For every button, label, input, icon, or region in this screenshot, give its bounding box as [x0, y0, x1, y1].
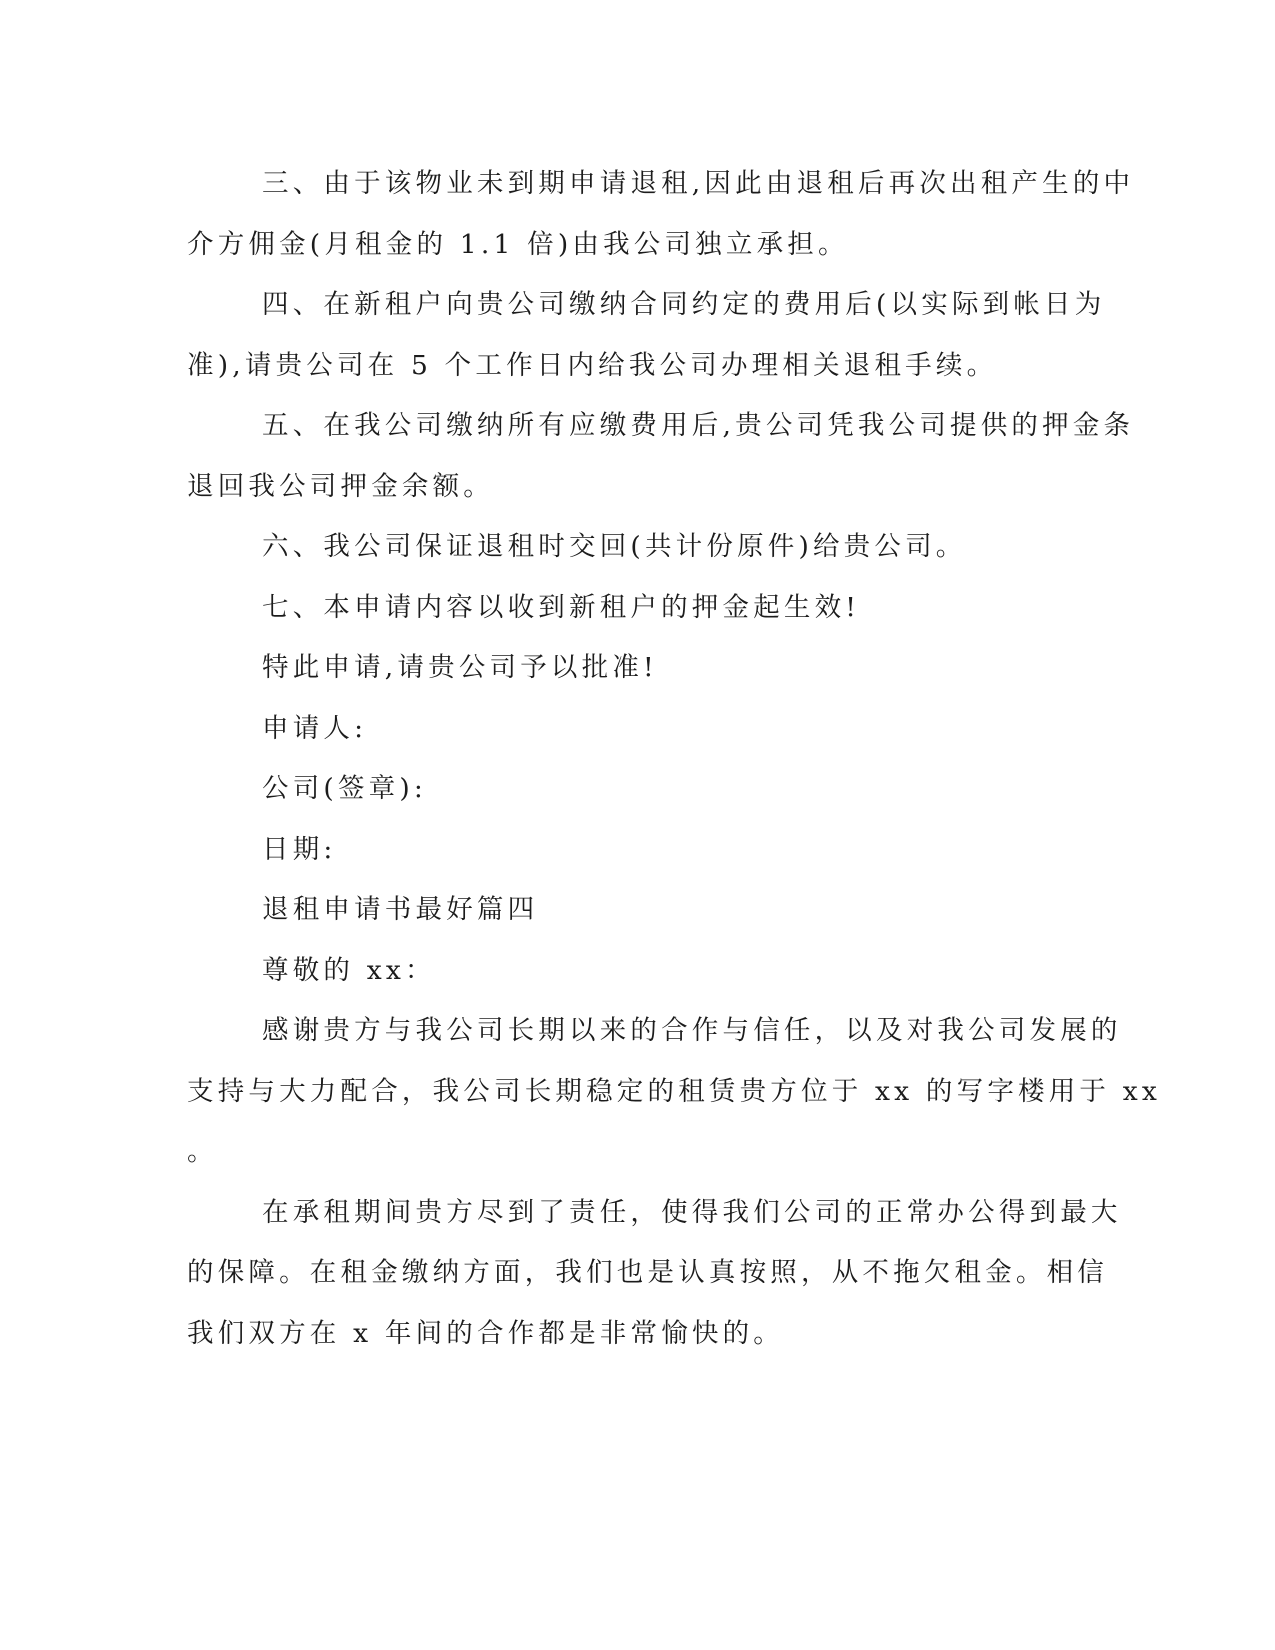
paragraph-line: 感谢贵方与我公司长期以来的合作与信任，以及对我公司发展的 [262, 1015, 1122, 1046]
date-label: 日期: [262, 833, 337, 865]
paragraph-line: 支持与大力配合，我公司长期稳定的租赁贵方位于 xx 的写字楼用于 xx [187, 1075, 1162, 1107]
paragraph-line: 在承租期间贵方尽到了责任，使得我们公司的正常办公得到最大 [262, 1196, 1122, 1228]
paragraph-line: 五、在我公司缴纳所有应缴费用后,贵公司凭我公司提供的押金条 [262, 410, 1135, 441]
section-heading: 退租申请书最好篇四 [262, 894, 539, 925]
paragraph-line: 介方佣金(月租金的 1.1 倍)由我公司独立承担。 [187, 228, 849, 260]
paragraph-line: 七、本申请内容以收到新租户的押金起生效! [262, 591, 861, 623]
document-body [187, 154, 1162, 1364]
paragraph-line: 四、在新租户向贵公司缴纳合同约定的费用后(以实际到帐日为 [262, 289, 1106, 320]
closing-line: 特此申请,请贵公司予以批准! [262, 652, 658, 683]
salutation: 尊敬的 xx： [262, 954, 436, 986]
paragraph-line: 。 [187, 1136, 218, 1167]
paragraph-line: 三、由于该物业未到期申请退租,因此由退租后再次出租产生的中 [262, 168, 1135, 199]
paragraph-line: 我们双方在 x 年间的合作都是非常愉快的。 [187, 1317, 784, 1349]
company-seal-label: 公司(签章): [262, 773, 428, 804]
applicant-label: 申请人: [262, 712, 368, 744]
paragraph-line: 的保障。在租金缴纳方面，我们也是认真按照，从不拖欠租金。相信 [187, 1257, 1108, 1288]
paragraph-line: 准),请贵公司在 5 个工作日内给我公司办理相关退租手续。 [187, 349, 998, 381]
paragraph-line: 六、我公司保证退租时交回(共计份原件)给贵公司。 [262, 531, 967, 562]
paragraph-line: 退回我公司押金余额。 [187, 470, 494, 502]
